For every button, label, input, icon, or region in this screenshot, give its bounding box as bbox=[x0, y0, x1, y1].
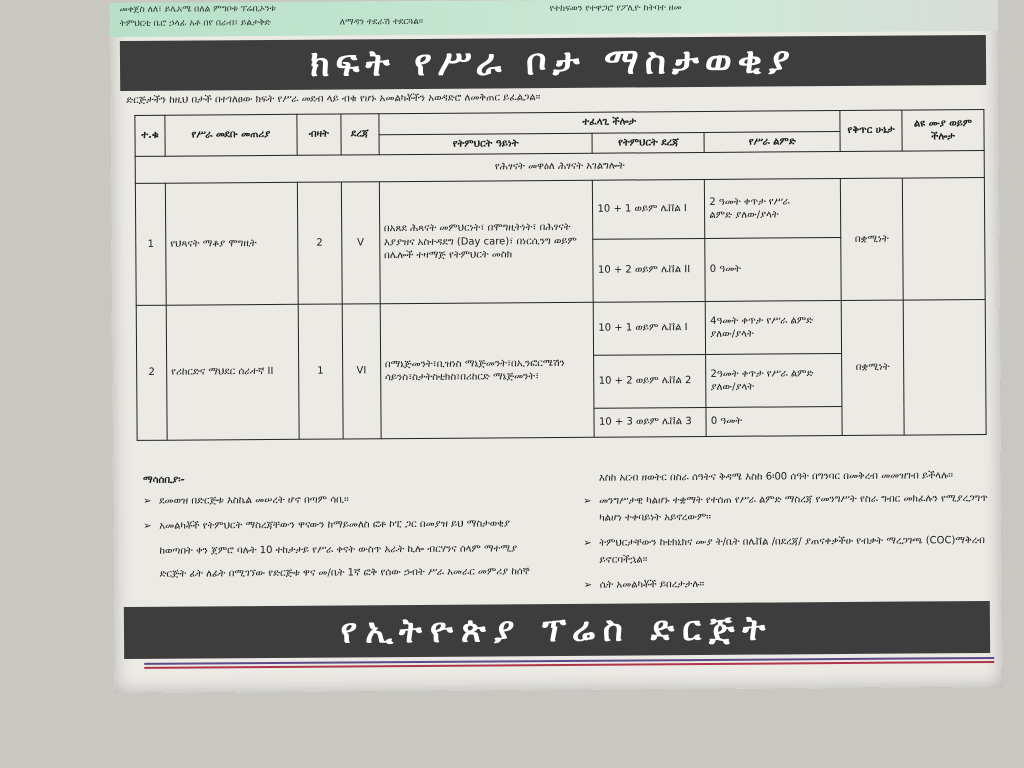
row-number: 2 bbox=[136, 305, 167, 440]
education-level: 10 + 3 ወይም ሌቨል 3 bbox=[594, 407, 706, 437]
bleed-text-2: ትምህርቲ ቤሮ ኃላፊ አቶ በየ በራብ፣ ይልታቅድ bbox=[119, 17, 271, 30]
experience bbox=[706, 354, 842, 408]
employment-type: በቋሚነት bbox=[841, 300, 904, 435]
special-skill bbox=[903, 300, 986, 436]
note-item: ➢ ሴት አመልካቾች ይበረታታሉ፡፡ bbox=[584, 574, 992, 594]
notes-right-column bbox=[583, 467, 992, 602]
education-level: 10 + 1 ወይም ሌቨል I bbox=[594, 301, 706, 355]
intro-text: ድርጅታችን ከዚህ በታች በተገለፀው ክፍት የሥራ መደብ ላይ ብቁ የሆኑ አመልካቾችን አወዳድሮ ለመቅጠር ይፈልጋል፡፡ bbox=[126, 92, 541, 106]
publisher-banner: የኢትዮጵያ ፕሬስ ድርጅት bbox=[124, 601, 990, 659]
vacancy-banner: ክፍት የሥራ ቦታ ማስታወቂያ bbox=[120, 35, 986, 91]
note-item: ➢ አመልካቾች የትምህርት ማስረጃቸውን ዋናውን ከማይመለስ ፎቶ ኮፒ ጋር በመያዝ ይህ ማስታወቂያ bbox=[143, 515, 561, 535]
header-education-type: የትምህርት ዓይነት bbox=[379, 133, 593, 155]
experience-line: ያለው/ያላት bbox=[710, 328, 754, 340]
note-continuation: ከወጣበት ቀን ጀምሮ ባሉት 10 ተከታታይ የሥራ ቀናት ውስጥ አራት ኪሎ ብርሃንና ሰላም ማተሚያ bbox=[159, 543, 518, 557]
position-count: 1 bbox=[298, 304, 343, 439]
note-item: ➢ መንግሥታዊ ካልሆኑ ተቋማት የተሰጠ የሥራ ልምድ ማስረጃ የመንግሥት የስራ ግብር መክፈሉን የሚያረጋግጥ ካልሆነ ተቀባይነት አይኖረውም፡፡ bbox=[583, 490, 991, 527]
education-type: በማኔጅመንት፣ቢዝነስ ማኔጅመንት፣በኢንፎርሜሽን ሳይንስ፣ስታትስቲክስ፣በሪከርድ ማኔጅመንት፣ bbox=[380, 302, 595, 438]
notes-title: ማሳሰቢያ፡- bbox=[142, 474, 185, 486]
header-position: የሥራ መደቡ መጠሪያ bbox=[165, 114, 297, 156]
special-skill bbox=[902, 178, 985, 301]
experience-line: 2 ዓመት ቀጥታ የሥራ bbox=[709, 195, 790, 208]
bleed-text-4: የተከፍወን የተዋጋሮ የፖሊዮ ከትባተ ዘመ bbox=[549, 3, 682, 15]
table-row bbox=[135, 178, 984, 243]
education-level: 10 + 2 ወይም ሌቨል II bbox=[593, 238, 705, 302]
position-grade: V bbox=[341, 182, 380, 304]
header-special-skill: ልዩ ሙያ ወይም ችሎታ bbox=[902, 110, 984, 152]
previous-article-bleed bbox=[110, 0, 998, 37]
header-grade: ደረጃ bbox=[341, 114, 379, 155]
position-title: የሪከርድና ማህደር ሰራተኛ II bbox=[166, 304, 299, 440]
experience bbox=[706, 301, 842, 355]
education-type: በአጸደ ሕጻናት መምህርነት፣ በሞግዚትነት፣ በሕፃናት እያያዝና አስተዳደግ (Day care)፣ በነርሲንግ ወይም በሌሎች ተዛማጅ የትምህርት መስክ bbox=[379, 180, 594, 303]
header-count: ብዛት bbox=[297, 114, 341, 155]
bleed-text-3: ለማዳን ተደራሽ ተደርጓል፡፡ bbox=[339, 16, 424, 28]
experience-line: 2ዓመት ቀጥታ የሥራ ልምድ bbox=[710, 367, 814, 380]
education-level: 10 + 2 ወይም ሌቨል 2 bbox=[594, 354, 706, 408]
notes-left-column bbox=[143, 490, 562, 589]
newspaper-page bbox=[110, 0, 1003, 693]
row-number: 1 bbox=[135, 183, 166, 305]
header-required-qualification: ተፈላጊ ችሎታ bbox=[379, 111, 841, 135]
vacancy-table bbox=[134, 109, 986, 441]
note-continuation: እስከ አርብ ዘወትር በስራ ሰዓትና ቅዳሜ እስከ 6፡00 ሰዓት በግንባር በመቅረብ መመዝገብ ይችላሉ፡፡ bbox=[598, 470, 953, 484]
header-employment-type: የቅጥር ሁኔታ bbox=[840, 110, 902, 151]
header-education-level: የትምህርት ደረጃ bbox=[592, 132, 704, 153]
bleed-text-1: መቀጀስ ለለ፣ ይሌአሜ በለል ምግቦቱ ፕሬቢኦንቱ bbox=[119, 3, 276, 16]
experience bbox=[705, 179, 841, 239]
experience-line: ያለው/ያላት bbox=[710, 381, 755, 393]
experience-line: 4ዓመት ቀጥታ የሥራ ልምድ bbox=[710, 314, 814, 327]
experience: 0 ዓመት bbox=[705, 238, 841, 302]
experience: 0 ዓመት bbox=[706, 407, 842, 437]
table-row bbox=[136, 300, 985, 359]
position-title: የህጻናት ማቆያ ሞግዚት bbox=[165, 182, 298, 305]
header-experience: የሥራ ልምድ bbox=[704, 131, 840, 152]
note-continuation: ድርጅት ፊት ለፊት በሚገኘው የድርጅቱ ዋና መ/ቤት 1ኛ ፎቅ የሰው ኃብት ሥራ አመራር መምሪያ ከሰኞ bbox=[159, 566, 530, 580]
employment-type: በቋሚነት bbox=[840, 178, 903, 300]
note-item: ➢ ደመወዝ በድርጅቱ እስኬል መሠረት ሆኖ በጣም ሳቢ፡፡ bbox=[143, 490, 561, 510]
section-label: የሕፃናት መዋዕለ ሕፃናት አገልግሎት bbox=[135, 151, 984, 184]
note-item: ➢ ትምህርታቸውን ከቴክኒክና ሙያ ት/ቤት በሌቨል /በደረጃ/ ያጠናቀቃችሁ የብቃት ማረጋገጫ (COC)ማቅረብ ይኖርባችኋል፡፡ bbox=[583, 532, 991, 569]
position-grade: VI bbox=[342, 304, 381, 439]
education-level: 10 + 1 ወይም ሌቨል I bbox=[593, 179, 705, 239]
experience-line: ልምድ ያለው/ያላት bbox=[709, 209, 779, 221]
position-count: 2 bbox=[297, 182, 342, 304]
header-no: ተ.ቁ bbox=[135, 115, 165, 156]
